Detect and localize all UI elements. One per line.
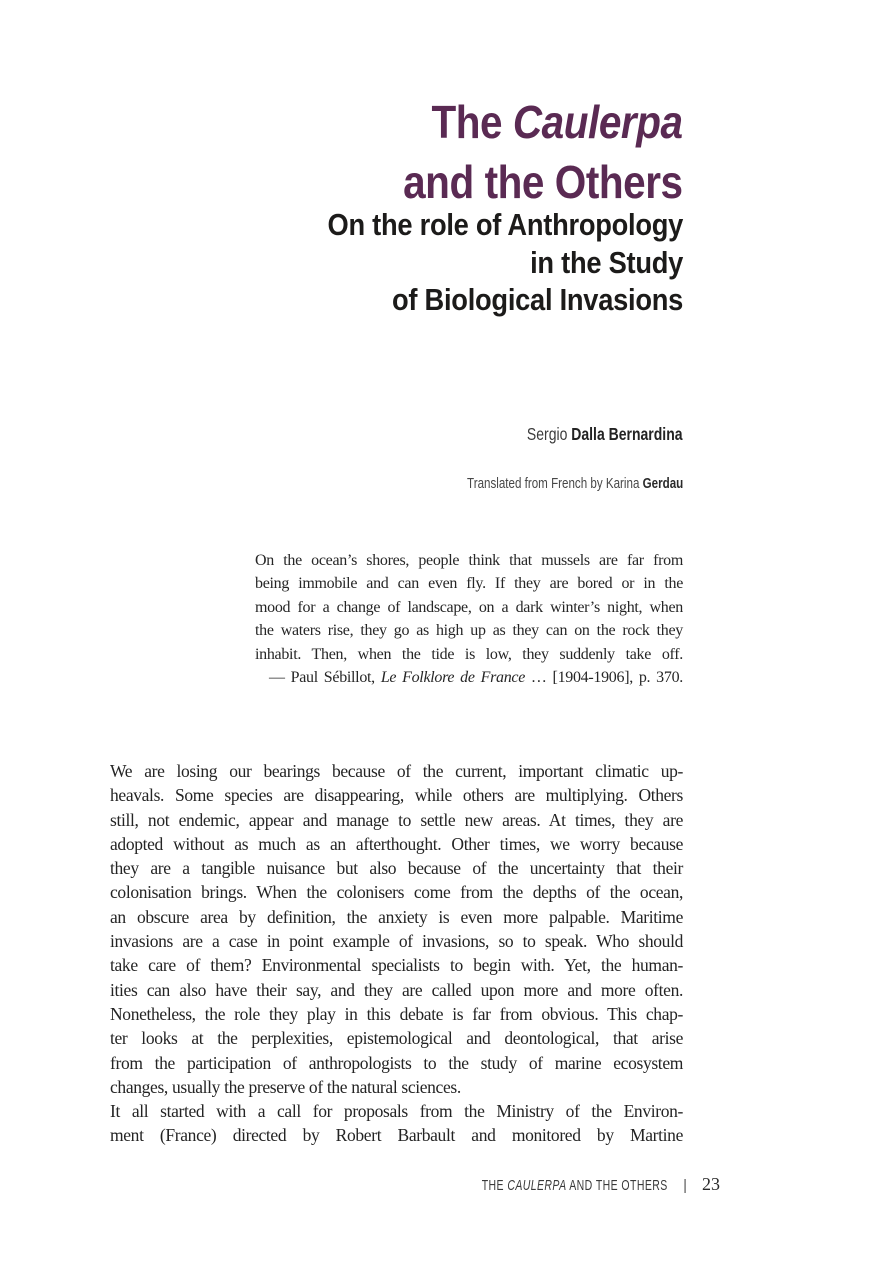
chapter-title-line1: The Caulerpa: [431, 96, 683, 148]
page-footer: [402, 1174, 720, 1195]
translation-credit: [467, 476, 683, 492]
author-byline: [527, 424, 683, 445]
page-number: 23: [702, 1174, 720, 1194]
chapter-subtitle: On the role of Anthropology in the Study of Biological Invasions: [327, 207, 683, 317]
chapter-title-line2: and the Others: [403, 156, 683, 208]
epigraph: [255, 549, 683, 689]
epigraph-attribution: — Paul Sébillot, Le Folklore de France … [1904-1906], p. 370.: [269, 669, 683, 687]
epigraph-text: On the ocean’s shores, people think that mussels are far from being immobile and can even fly. If they are bored or in the mood for a change of landscape, on a dark winter’s night, when the waters rise, they go as high up as they can on the rock they inhabit. Then, when the tide is low, they suddenly take off.: [255, 552, 683, 663]
translator-name: Gerdau: [642, 476, 683, 492]
body-text: [110, 759, 683, 1148]
translation-prefix: Translated from French by Karina: [466, 476, 643, 492]
paragraph-2: It all started with a call for proposals from the Ministry of the Environ- ment (France) directed by Robert Barbault and monitored by Martine: [110, 1101, 683, 1146]
chapter-title: [404, 92, 683, 212]
paragraph-1: We are losing our bearings because of the current, important climatic up- heavals. Some species are disappearing, while others are multiplying. Others still, not endemic, appear and manage to settle new areas. At times, they are adopted without as much as an afterthought. Other times, we worry because they are a tangible nuisance but also because of the uncertainty that their colonisation brings. When the colonisers come from the depths of the ocean, an obscure area by definition, the anxiety is even more palpable. Maritime invasions are a case in point example of invasions, so to speak. Who should take care of them? Environmental specialists to begin with. Yet, the human- ities can also have their say, and they are called upon more and more often. Nonetheless, the role they play in this debate is far from obvious. This chap- ter looks at the perplexities, epistemological and deontological, that arise from the participation of anthropologists to the study of marine ecosystem changes, usually the preserve of the natural sciences.: [110, 761, 683, 1097]
author-first-name: Sergio: [527, 424, 572, 444]
author-last-name: Dalla Bernardina: [571, 424, 683, 444]
footer-separator: |: [683, 1177, 687, 1194]
running-head: THE CAULERPA AND THE OTHERS: [482, 1177, 669, 1194]
